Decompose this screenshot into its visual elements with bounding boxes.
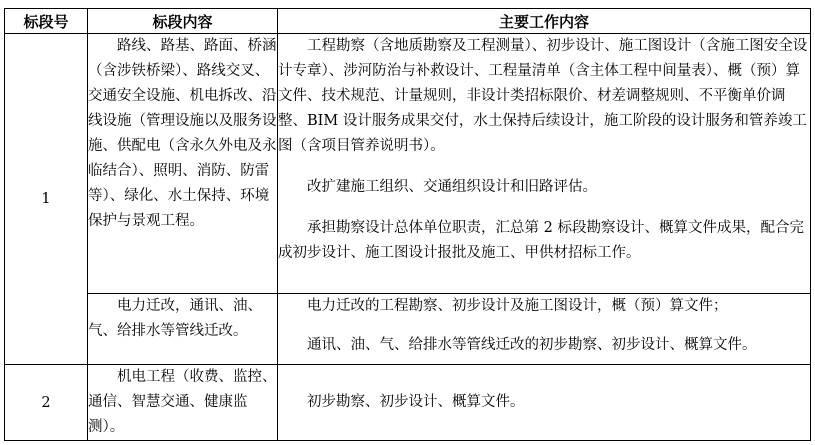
- section-content-cell: [88, 34, 278, 294]
- main-work-cell: [278, 34, 811, 294]
- work-paragraph: 电力迁改的工程勘察、初步设计及施工图设计，概（预）算文件；: [307, 298, 728, 315]
- table-row: [5, 34, 811, 294]
- main-work-cell: [278, 365, 811, 441]
- work-paragraph: 工程勘察（含地质勘察及工程测量）、初步设计、施工图设计（含施工图安全设计专章）、涉河防治与补救设计、工程量清单（含主体工程中间量表）、概（预）算文件、技术规范、计量规则，非设计类招标限价、材差调整规则、不平衡单价调整、BIM 设计服务成果交付，水土保持后续设计，施工阶段的设计服务和管养竣工图（含项目管养说明书）。: [278, 38, 808, 154]
- section-content-cell: [88, 365, 278, 441]
- table-header-row: [5, 9, 811, 34]
- main-work-cell: [278, 294, 811, 365]
- header-section-no: 标段号: [5, 9, 88, 34]
- work-paragraph: 改扩建施工组织、交通组织设计和旧路评估。: [307, 179, 597, 195]
- section-number-cell: 2: [5, 365, 88, 441]
- section-number-cell: 1: [5, 34, 88, 365]
- work-paragraph: 承担勘察设计总体单位职责，汇总第 2 标段勘察设计、概算文件成果，配合完成初步设计、施工图设计报批及施工、甲供材招标工作。: [278, 220, 804, 261]
- header-main-work: 主要工作内容: [278, 9, 811, 34]
- section-content-cell: [88, 294, 278, 365]
- table-row: [5, 365, 811, 441]
- work-paragraph: 通讯、油、气、给排水等管线迁改的初步勘察、初步设计、概算文件。: [307, 337, 757, 354]
- section-content-text: 路线、路基、路面、桥涵（含涉铁桥梁）、路线交叉、交通安全设施、机电拆改、沿线设施（管理设施以及服务设施、供配电（含永久外电及永临结合）、照明、消防、防雷等）、绿化、水土保持、环境保护与景观工程。: [88, 38, 277, 229]
- header-section-content: 标段内容: [88, 9, 278, 34]
- work-paragraph: 初步勘察、初步设计、概算文件。: [307, 394, 525, 410]
- section-content-text: 电力迁改，通讯、油、气、给排水等管线迁改。: [88, 298, 262, 340]
- section-content-text: 机电工程（收费、监控、通信、智慧交通、健康监测）。: [88, 369, 277, 435]
- table-row: [5, 294, 811, 365]
- bid-sections-table: [4, 8, 811, 441]
